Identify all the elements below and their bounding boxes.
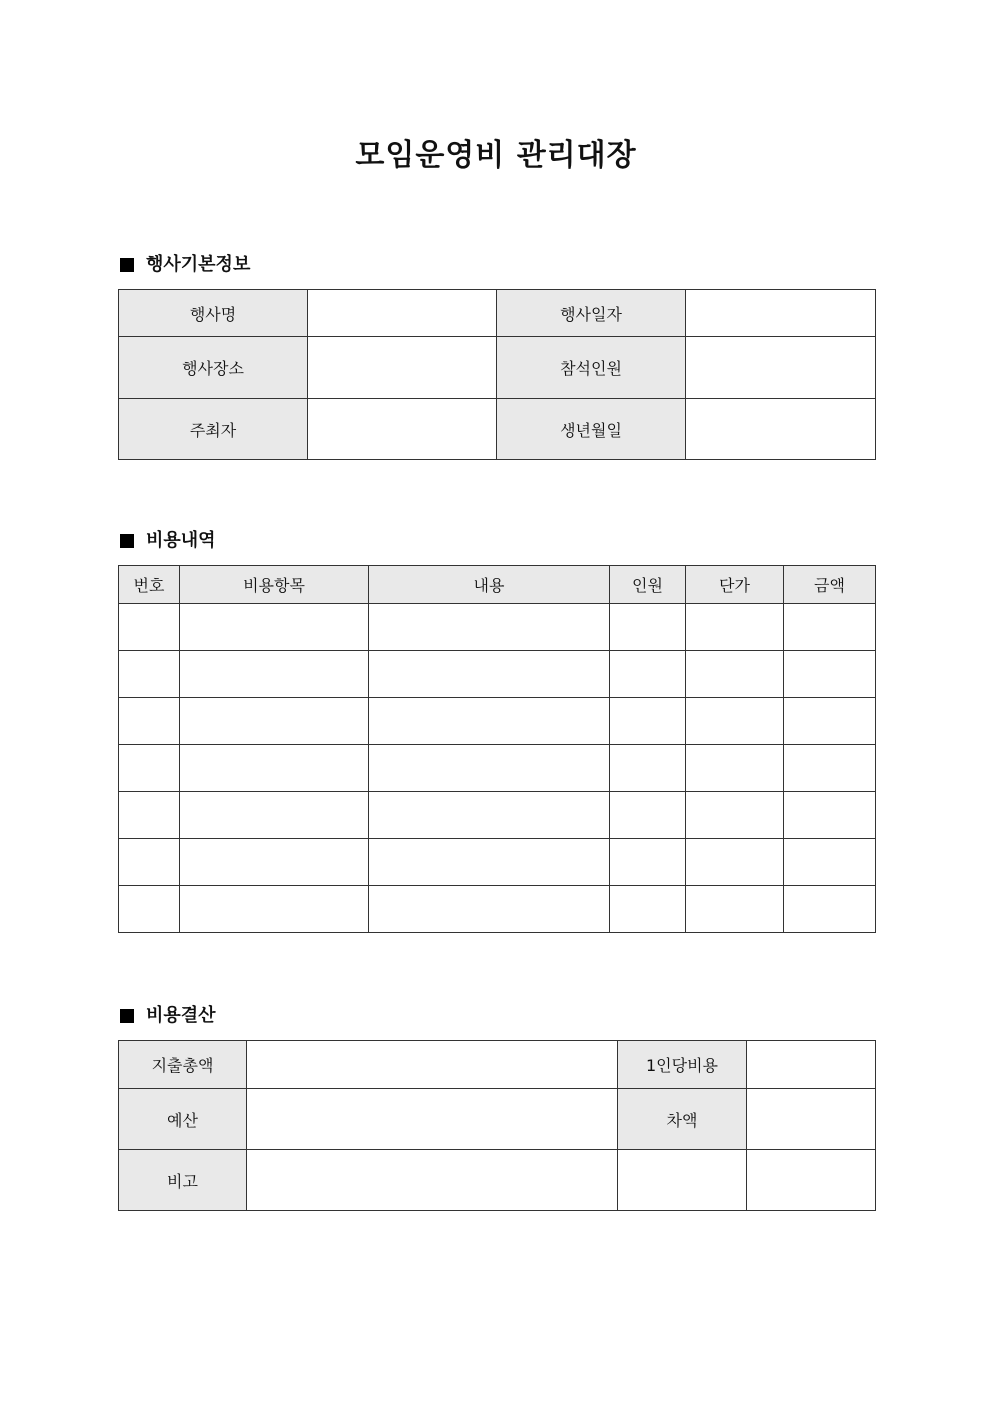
cell-cost-item[interactable] [180,651,369,698]
cell-description[interactable] [369,839,610,886]
field-birthdate[interactable] [686,399,876,460]
column-header-unit-price: 단가 [686,566,784,604]
label-host: 주최자 [119,399,308,460]
square-bullet-icon [120,534,134,548]
label-event-name: 행사명 [119,290,308,337]
cell-cost-item[interactable] [180,604,369,651]
table-row [119,337,876,399]
table-row [119,792,876,839]
section-heading-label: 비용내역 [146,530,216,551]
field-attendees[interactable] [686,337,876,399]
table-row [119,651,876,698]
section-heading-label: 행사기본정보 [146,254,251,275]
cell-unit-price[interactable] [686,698,784,745]
field-total-expense[interactable] [247,1041,618,1089]
column-header-number: 번호 [119,566,180,604]
table-row [119,1089,876,1150]
basic-info-table [118,289,876,460]
field-difference[interactable] [747,1089,876,1150]
section-heading-settlement [118,1004,216,1028]
table-row [119,886,876,933]
field-budget[interactable] [247,1089,618,1150]
label-total-expense: 지출총액 [119,1041,247,1089]
table-row [119,604,876,651]
cell-amount[interactable] [784,886,876,933]
cell-people[interactable] [610,604,686,651]
cell-description[interactable] [369,698,610,745]
column-header-people: 인원 [610,566,686,604]
cell-amount[interactable] [784,651,876,698]
label-difference: 차액 [618,1089,747,1150]
cell-description[interactable] [369,745,610,792]
table-row [119,745,876,792]
square-bullet-icon [120,1009,134,1023]
section-heading-cost-details [118,529,216,553]
table-row [119,290,876,337]
cell-amount[interactable] [784,839,876,886]
column-header-amount: 금액 [784,566,876,604]
field-extra-2[interactable] [747,1150,876,1211]
cell-cost-item[interactable] [180,745,369,792]
field-event-name[interactable] [308,290,497,337]
cell-unit-price[interactable] [686,886,784,933]
cell-people[interactable] [610,698,686,745]
cell-unit-price[interactable] [686,604,784,651]
cell-description[interactable] [369,651,610,698]
cell-number[interactable] [119,604,180,651]
column-header-cost-item: 비용항목 [180,566,369,604]
label-event-date: 행사일자 [497,290,686,337]
field-extra-1[interactable] [618,1150,747,1211]
table-row [119,698,876,745]
cell-people[interactable] [610,839,686,886]
cost-details-table [118,565,876,933]
cell-amount[interactable] [784,698,876,745]
cell-number[interactable] [119,792,180,839]
cell-amount[interactable] [784,604,876,651]
label-event-venue: 행사장소 [119,337,308,399]
table-row [119,1041,876,1089]
table-header-row [119,566,876,604]
cell-number[interactable] [119,886,180,933]
cell-cost-item[interactable] [180,792,369,839]
field-event-venue[interactable] [308,337,497,399]
cell-cost-item[interactable] [180,698,369,745]
cell-cost-item[interactable] [180,886,369,933]
cell-unit-price[interactable] [686,745,784,792]
label-budget: 예산 [119,1089,247,1150]
field-host[interactable] [308,399,497,460]
cell-number[interactable] [119,651,180,698]
table-row [119,839,876,886]
cell-number[interactable] [119,839,180,886]
square-bullet-icon [120,258,134,272]
field-cost-per-person[interactable] [747,1041,876,1089]
column-header-description: 내용 [369,566,610,604]
label-remarks: 비고 [119,1150,247,1211]
cell-people[interactable] [610,745,686,792]
label-cost-per-person: 1인당비용 [618,1041,747,1089]
cell-unit-price[interactable] [686,839,784,886]
table-row [119,1150,876,1211]
cell-number[interactable] [119,745,180,792]
label-attendees: 참석인원 [497,337,686,399]
label-birthdate: 생년월일 [497,399,686,460]
section-heading-label: 비용결산 [146,1005,216,1026]
section-heading-basic-info [118,253,250,277]
cell-description[interactable] [369,886,610,933]
table-row [119,399,876,460]
cell-amount[interactable] [784,792,876,839]
cell-people[interactable] [610,886,686,933]
cell-description[interactable] [369,792,610,839]
field-remarks[interactable] [247,1150,618,1211]
cell-unit-price[interactable] [686,651,784,698]
page-title: 모임운영비 관리대장 [355,138,637,173]
cell-unit-price[interactable] [686,792,784,839]
cell-amount[interactable] [784,745,876,792]
field-event-date[interactable] [686,290,876,337]
cell-cost-item[interactable] [180,839,369,886]
cell-description[interactable] [369,604,610,651]
cell-people[interactable] [610,651,686,698]
cell-number[interactable] [119,698,180,745]
cell-people[interactable] [610,792,686,839]
settlement-table [118,1040,876,1211]
